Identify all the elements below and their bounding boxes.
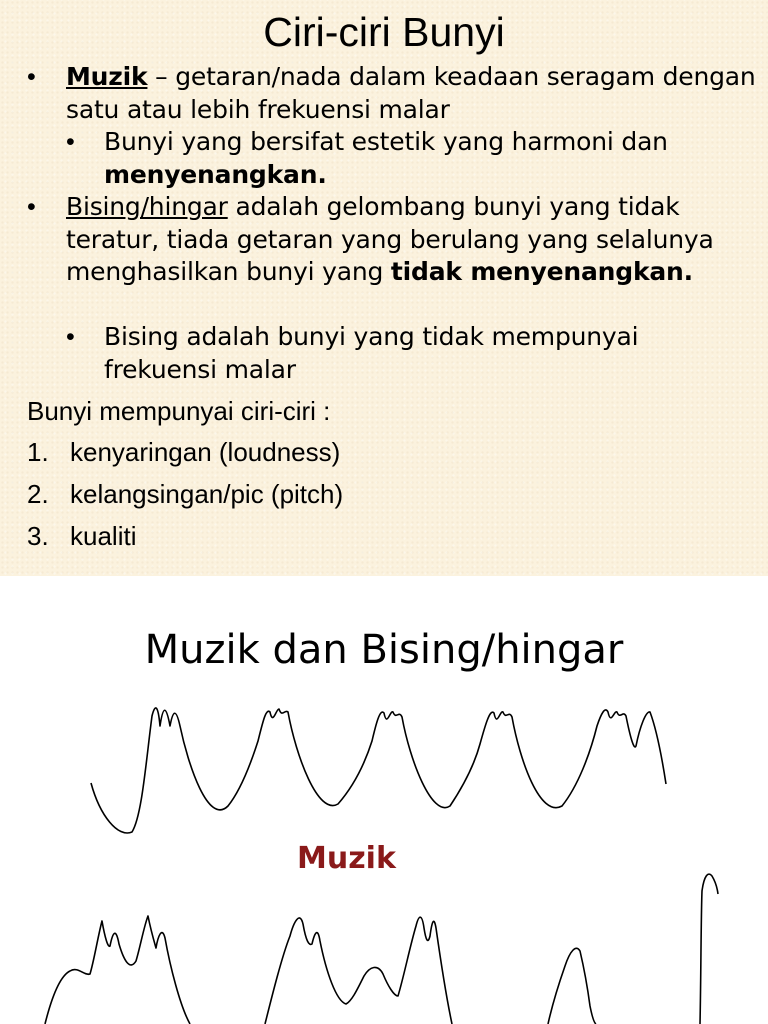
bullet-bising-end: .: [683, 257, 693, 286]
bullet-dot: •: [27, 63, 36, 91]
sub-bullet-harmoni-text: Bunyi yang bersifat estetik yang harmoni dan: [104, 127, 668, 156]
bullet-muzik: [66, 61, 756, 126]
bullet-muzik-text: – getaran/nada dalam keadaan seragam dengan satu atau lebih frekuensi malar: [66, 62, 756, 124]
label-muzik: Muzik: [297, 841, 396, 876]
list-item-number: 2.: [27, 479, 49, 509]
bullet-bising: [66, 191, 756, 289]
sub-bullet-dot: •: [66, 323, 75, 351]
sub-bullet-harmoni: [104, 126, 754, 191]
intro-text: Bunyi mempunyai ciri-ciri :: [27, 396, 331, 426]
slide-title: Ciri-ciri Bunyi: [263, 9, 505, 55]
list-item-number: 3.: [27, 521, 49, 551]
term-bising: Bising/hingar: [66, 192, 228, 221]
slide-title: Muzik dan Bising/hingar: [144, 627, 624, 673]
list-item-text: kenyaringan (loudness): [70, 437, 341, 467]
bullet-dot: •: [27, 193, 36, 221]
term-muzik: Muzik: [66, 62, 148, 91]
bullet-bising-bold: tidak menyenangkan: [390, 257, 684, 286]
list-item-number: 1.: [27, 437, 49, 467]
sub-bullet-bising-text: Bising adalah bunyi yang tidak mempunyai frekuensi malar: [104, 322, 639, 384]
list-item-text: kelangsingan/pic (pitch): [70, 479, 344, 509]
sub-bullet-dot: •: [66, 128, 75, 156]
sub-bullet-harmoni-end: .: [317, 159, 327, 189]
noise-waveform: [45, 874, 718, 1024]
music-waveform: [91, 708, 666, 833]
sub-bullet-bising: [104, 321, 754, 386]
waveform-illustration: [0, 576, 768, 1024]
list-item-text: kualiti: [70, 521, 137, 551]
bullet-bising-text: adalah gelombang bunyi yang tidak teratur, tiada getaran yang berulang yang selalunya menghasilkan bunyi yang: [66, 192, 714, 286]
slide-muzik-dan-bising: [0, 576, 768, 1024]
sub-bullet-harmoni-bold: menyenangkan: [104, 159, 318, 189]
